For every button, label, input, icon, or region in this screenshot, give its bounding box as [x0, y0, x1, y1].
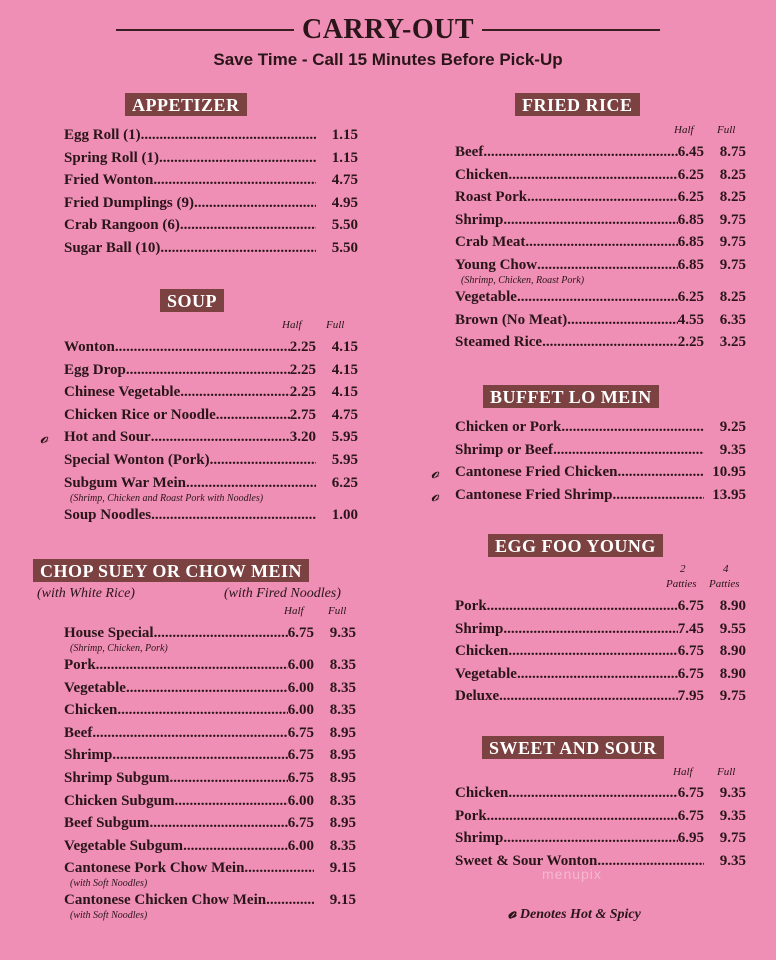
- price-half: 6.25: [677, 288, 704, 305]
- dot-leader: [126, 360, 290, 380]
- item-name: Steamed Rice: [455, 334, 543, 351]
- price-half: 6.00: [287, 837, 314, 854]
- dot-leader: [159, 148, 316, 168]
- dot-leader: [174, 791, 287, 811]
- item-name: Roast Pork: [455, 189, 528, 206]
- item-name: Shrimp: [64, 747, 113, 764]
- dot-leader: [180, 382, 290, 402]
- price-half: 6.85: [677, 211, 704, 228]
- item-name: Cantonese Fried Shrimp: [455, 486, 613, 503]
- menu-item: [64, 148, 358, 171]
- price-full: 8.75: [719, 144, 746, 160]
- menu-item: [64, 745, 356, 768]
- item-name: Young Chow: [455, 256, 538, 273]
- item-name: Chicken Subgum: [64, 792, 175, 809]
- menu-item: [64, 382, 358, 405]
- menu-item: [455, 664, 746, 687]
- price: 9.15: [329, 892, 356, 909]
- menu-item: [64, 723, 356, 746]
- sweet-and-sour-col-full: Full: [717, 766, 736, 778]
- price: 1.15: [331, 127, 358, 143]
- menu-item: [455, 187, 746, 210]
- dot-leader: [151, 427, 290, 447]
- price-full: 8.95: [329, 769, 356, 786]
- item-name: Soup Noodles: [64, 506, 152, 523]
- menu-item: [455, 210, 746, 233]
- price-half: 2.75: [289, 406, 316, 423]
- price: 5.50: [331, 239, 358, 256]
- price-full: 8.35: [329, 702, 356, 719]
- egg-foo-young-list: [455, 596, 746, 709]
- item-name: Vegetable Subgum: [64, 837, 184, 854]
- dot-leader: [613, 485, 705, 505]
- price-half: 2.25: [289, 339, 316, 355]
- item-description: (Shrimp, Chicken, Pork): [70, 643, 168, 654]
- menu-item: [64, 360, 358, 383]
- price-half: 6.25: [677, 189, 704, 206]
- price-half: 6.45: [677, 144, 704, 160]
- menu-item: [64, 813, 356, 836]
- price-half: 6.00: [287, 657, 314, 673]
- chop-suey-col-full: Full: [328, 605, 347, 617]
- price-full: 9.75: [719, 256, 746, 273]
- price-full: 8.35: [329, 657, 356, 673]
- sweet-and-sour-col-half: Half: [673, 766, 693, 778]
- dot-leader: [537, 255, 678, 275]
- item-name: Pork: [455, 807, 487, 824]
- item-name: Chicken: [455, 785, 509, 801]
- price-full: 9.75: [719, 211, 746, 228]
- page-header: [0, 14, 776, 70]
- dot-leader: [553, 440, 704, 460]
- appetizer-heading: APPETIZER: [125, 93, 247, 116]
- menu-item: [64, 768, 356, 791]
- menu-item: [64, 215, 358, 238]
- price-full: 4.75: [331, 406, 358, 423]
- item-name: Pork: [455, 598, 487, 614]
- price-half: 2.25: [289, 384, 316, 401]
- price-half: 3.20: [289, 429, 316, 446]
- item-name: Sugar Ball (10): [64, 239, 161, 256]
- price-full: 8.35: [329, 792, 356, 809]
- dot-leader: [567, 310, 678, 330]
- price: 9.25: [719, 419, 746, 435]
- price-half: 7.45: [677, 620, 704, 637]
- dot-leader: [154, 623, 288, 643]
- price: 10.95: [712, 464, 746, 481]
- price-full: 9.55: [719, 620, 746, 637]
- dot-leader: [244, 858, 314, 878]
- price: 9.35: [719, 441, 746, 458]
- item-name: Chicken: [455, 643, 509, 660]
- item-name: Crab Meat: [455, 234, 526, 251]
- dot-leader: [149, 813, 287, 833]
- dot-leader: [487, 806, 678, 826]
- menu-item: [64, 473, 358, 505]
- menu-item: [455, 287, 746, 310]
- item-name: Pork: [64, 657, 96, 673]
- item-name: Chicken Rice or Noodle: [64, 406, 216, 423]
- chili-pepper-icon: 𝓸: [431, 462, 440, 483]
- price-half: 6.75: [287, 747, 314, 764]
- item-name: Egg Roll (1): [64, 127, 141, 143]
- menu-item: [64, 836, 356, 859]
- menu-item: [455, 255, 746, 287]
- item-description: (with Soft Noodles): [70, 878, 148, 890]
- price: 4.95: [331, 194, 358, 211]
- item-name: Cantonese Pork Chow Mein: [64, 860, 245, 877]
- price-half: 6.75: [677, 665, 704, 682]
- dot-leader: [561, 417, 704, 437]
- dot-leader: [92, 723, 287, 743]
- dot-leader: [487, 596, 678, 616]
- page-title: CARRY-OUT: [301, 14, 475, 45]
- price-half: 6.00: [287, 792, 314, 809]
- title-rule-left: [116, 29, 294, 31]
- price-half: 6.75: [677, 785, 704, 801]
- price-full: 9.75: [719, 234, 746, 251]
- price-half: 6.75: [677, 598, 704, 614]
- menu-item: [64, 193, 358, 216]
- dot-leader: [499, 686, 678, 706]
- item-name: Crab Rangoon (6): [64, 217, 180, 234]
- dot-leader: [483, 142, 677, 162]
- price-half: 7.95: [677, 688, 704, 705]
- menu-item: [64, 405, 358, 428]
- appetizer-list: [64, 125, 358, 261]
- price: 5.50: [331, 217, 358, 234]
- item-name: Brown (No Meat): [455, 311, 568, 328]
- dot-leader: [160, 238, 316, 258]
- item-name: Beef Subgum: [64, 815, 150, 832]
- price-full: 8.35: [329, 679, 356, 696]
- item-name: Shrimp: [455, 830, 504, 847]
- soup-col-full: Full: [326, 319, 345, 331]
- buffet-lo-mein-list: [431, 417, 746, 507]
- price-half: 4.55: [677, 311, 704, 328]
- item-name: Shrimp: [455, 620, 504, 637]
- item-name: Chinese Vegetable: [64, 384, 181, 401]
- item-name: Fried Wonton: [64, 172, 154, 189]
- item-name: Cantonese Chicken Chow Mein: [64, 892, 267, 909]
- item-name: Shrimp: [455, 211, 504, 228]
- menu-item: [431, 484, 746, 508]
- egg-foo-young-col-2: 2: [680, 563, 686, 575]
- chop-suey-col-half: Half: [284, 605, 304, 617]
- fried-rice-col-half: Half: [674, 124, 694, 136]
- chop-suey-note-right: (with Fired Noodles): [224, 586, 341, 601]
- price-full: 8.95: [329, 724, 356, 741]
- dot-leader: [597, 851, 704, 871]
- price-full: 8.95: [329, 815, 356, 832]
- egg-foo-young-col-4: 4: [723, 563, 729, 575]
- price-half: 6.75: [677, 807, 704, 824]
- price-full: 9.35: [329, 625, 356, 641]
- item-name: Chicken: [455, 166, 509, 183]
- price-half: 6.25: [677, 166, 704, 183]
- item-name: House Special: [64, 625, 154, 641]
- price-half: 6.95: [677, 830, 704, 847]
- chili-pepper-icon: 𝓸: [40, 427, 49, 448]
- dot-leader: [517, 664, 678, 684]
- price-half: 6.00: [287, 679, 314, 696]
- menu-item: [455, 783, 746, 806]
- price-full: 8.35: [329, 837, 356, 854]
- dot-leader: [126, 678, 288, 698]
- price-half: 6.00: [287, 702, 314, 719]
- price-half: 6.75: [287, 625, 314, 641]
- item-name: Egg Drop: [64, 361, 126, 378]
- fried-rice-heading: FRIED RICE: [515, 93, 640, 116]
- menu-item: [455, 641, 746, 664]
- hot-spicy-legend: [508, 902, 641, 923]
- dot-leader: [266, 890, 314, 910]
- dot-leader: [508, 641, 677, 661]
- item-description: (with Soft Noodles): [70, 910, 148, 922]
- item-name: Cantonese Fried Chicken: [455, 464, 618, 481]
- price: 13.95: [712, 486, 746, 503]
- menu-item: [64, 505, 358, 528]
- fried-rice-col-full: Full: [717, 124, 736, 136]
- soup-heading: SOUP: [160, 289, 224, 312]
- price-half: 6.85: [677, 234, 704, 251]
- fried-rice-list: [455, 142, 746, 355]
- title-rule-right: [482, 29, 660, 31]
- menu-item: [64, 858, 356, 890]
- dot-leader: [508, 165, 677, 185]
- item-name: Deluxe: [455, 688, 500, 705]
- price-full: 9.35: [719, 785, 746, 801]
- menu-item: [64, 337, 358, 360]
- menu-item: [455, 310, 746, 333]
- price-full: 8.90: [719, 598, 746, 614]
- price: 9.35: [719, 852, 746, 869]
- menu-item: [455, 828, 746, 851]
- page-subtitle: Save Time - Call 15 Minutes Before Pick-Up: [213, 50, 563, 69]
- item-name: Beef: [64, 724, 93, 741]
- price-full: 4.15: [331, 384, 358, 401]
- item-name: Chicken or Pork: [455, 419, 562, 435]
- menu-item: [64, 125, 358, 148]
- dot-leader: [216, 405, 290, 425]
- price-full: 9.75: [719, 830, 746, 847]
- dot-leader: [117, 700, 287, 720]
- item-name: Chicken: [64, 702, 118, 719]
- menu-item: [64, 700, 356, 723]
- dot-leader: [112, 745, 287, 765]
- price-full: 8.95: [329, 747, 356, 764]
- item-name: Subgum War Mein: [64, 474, 186, 491]
- dot-leader: [183, 836, 288, 856]
- menu-item: [40, 427, 358, 450]
- price-half: 6.75: [287, 724, 314, 741]
- price-half: 6.75: [287, 815, 314, 832]
- dot-leader: [503, 210, 677, 230]
- chili-pepper-icon: 𝓸: [431, 484, 440, 505]
- menu-item: [455, 232, 746, 255]
- price-full: 8.25: [719, 166, 746, 183]
- dot-leader: [96, 655, 288, 675]
- price-half: 2.25: [677, 334, 704, 351]
- item-name: Hot and Sour: [64, 429, 151, 446]
- item-name: Special Wonton (Pork): [64, 451, 210, 468]
- price-full: 4.15: [331, 339, 358, 355]
- menu-item: [64, 655, 356, 678]
- menu-item: [455, 417, 746, 440]
- item-name: Beef: [455, 144, 484, 160]
- price-full: 8.90: [719, 665, 746, 682]
- dot-leader: [508, 783, 677, 803]
- dot-leader: [180, 215, 316, 235]
- dot-leader: [517, 287, 678, 307]
- menu-item: [455, 165, 746, 188]
- item-name: Shrimp or Beef: [455, 441, 554, 458]
- item-name: Vegetable: [64, 679, 126, 696]
- menu-item: [455, 596, 746, 619]
- chop-suey-list: [64, 623, 356, 922]
- dot-leader: [151, 505, 316, 525]
- menu-item: [64, 890, 356, 922]
- dot-leader: [542, 332, 678, 352]
- price-full: 8.25: [719, 189, 746, 206]
- egg-foo-young-col-2-label: Patties: [666, 578, 697, 590]
- dot-leader: [169, 768, 287, 788]
- soup-col-half: Half: [282, 319, 302, 331]
- price-full: 9.75: [719, 688, 746, 705]
- menu-item: [455, 686, 746, 709]
- item-name: Fried Dumplings (9): [64, 194, 195, 211]
- price-full: 9.35: [719, 807, 746, 824]
- price: 9.15: [329, 860, 356, 877]
- egg-foo-young-heading: EGG FOO YOUNG: [488, 534, 663, 557]
- price-half: 6.85: [677, 256, 704, 273]
- dot-leader: [503, 828, 677, 848]
- dot-leader: [141, 125, 316, 145]
- menu-item: [455, 806, 746, 829]
- chili-pepper-icon: 𝓸: [508, 902, 517, 922]
- price: 1.00: [331, 506, 358, 523]
- sweet-and-sour-heading: SWEET AND SOUR: [482, 736, 664, 759]
- item-description: (Shrimp, Chicken, Roast Pork): [461, 274, 585, 286]
- price-full: 4.15: [331, 361, 358, 378]
- menu-item: [64, 238, 358, 261]
- item-name: Vegetable: [455, 665, 517, 682]
- item-name: Wonton: [64, 339, 115, 355]
- menu-item: [64, 623, 356, 655]
- sweet-and-sour-list: [455, 783, 746, 873]
- dot-leader: [115, 337, 290, 357]
- menu-item: [431, 462, 746, 485]
- menu-item: [455, 440, 746, 463]
- price-half: 2.25: [289, 361, 316, 378]
- dot-leader: [186, 473, 316, 493]
- price: 1.15: [331, 149, 358, 166]
- price-full: 6.35: [719, 311, 746, 328]
- item-description: (Shrimp, Chicken and Roast Pork with Noodles): [70, 492, 264, 504]
- buffet-lo-mein-heading: BUFFET LO MEIN: [483, 385, 659, 408]
- item-name: Sweet & Sour Wonton: [455, 852, 598, 869]
- menu-item: [64, 170, 358, 193]
- egg-foo-young-col-4-label: Patties: [709, 578, 740, 590]
- menu-item: [64, 678, 356, 701]
- price-full: 8.25: [719, 288, 746, 305]
- dot-leader: [210, 450, 316, 470]
- watermark: menupix: [542, 866, 602, 882]
- price-full: 5.95: [331, 429, 358, 446]
- soup-list: [40, 337, 358, 527]
- price: 5.95: [331, 451, 358, 468]
- price-half: 6.75: [677, 643, 704, 660]
- price-full: 3.25: [719, 334, 746, 351]
- price: 6.25: [331, 474, 358, 491]
- menu-item: [64, 450, 358, 473]
- menu-item: [64, 791, 356, 814]
- menu-item: [455, 332, 746, 355]
- dot-leader: [503, 619, 677, 639]
- price: 4.75: [331, 172, 358, 189]
- dot-leader: [194, 193, 316, 213]
- price-half: 6.75: [287, 769, 314, 786]
- dot-leader: [153, 170, 316, 190]
- menu-item: [455, 619, 746, 642]
- price-full: 8.90: [719, 643, 746, 660]
- dot-leader: [525, 232, 677, 252]
- chop-suey-heading: CHOP SUEY OR CHOW MEIN: [33, 559, 309, 582]
- dot-leader: [618, 462, 705, 482]
- legend-text: Denotes Hot & Spicy: [519, 907, 641, 922]
- item-name: Spring Roll (1): [64, 149, 160, 166]
- menu-item: [455, 142, 746, 165]
- dot-leader: [527, 187, 678, 207]
- chop-suey-note-left: (with White Rice): [37, 586, 135, 601]
- item-name: Shrimp Subgum: [64, 769, 170, 786]
- item-name: Vegetable: [455, 288, 517, 305]
